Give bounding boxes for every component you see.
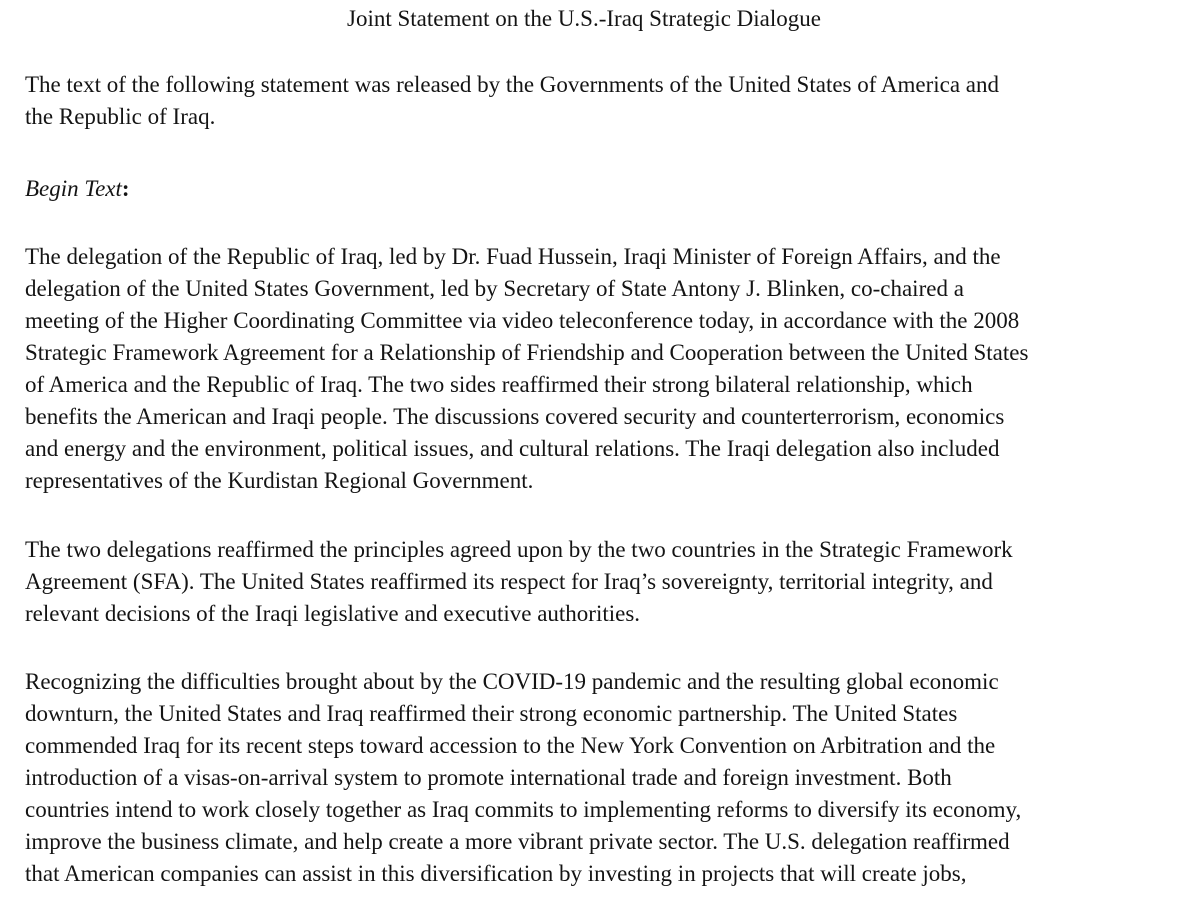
- paragraph-line: The delegation of the Republic of Iraq, led by Dr. Fuad Hussein, Iraqi Minister of Foreign Affairs, and the: [25, 244, 1001, 269]
- paragraph-line: benefits the American and Iraqi people. The discussions covered security and counterterrorism, economics: [25, 404, 1005, 429]
- intro-line: the Republic of Iraq.: [25, 104, 216, 129]
- paragraph-line: The two delegations reaffirmed the principles agreed upon by the two countries in the Strategic Framework: [25, 537, 1013, 562]
- begin-text-colon: :: [121, 176, 130, 201]
- paragraph-line: Strategic Framework Agreement for a Relationship of Friendship and Cooperation between the United States: [25, 340, 1029, 365]
- paragraph-line: representatives of the Kurdistan Regional Government.: [25, 468, 534, 493]
- begin-text-line: [25, 173, 1175, 205]
- document-title: Joint Statement on the U.S.-Iraq Strategic Dialogue: [347, 6, 821, 31]
- begin-text-label: [25, 173, 1175, 205]
- paragraph-principles: [25, 534, 1175, 630]
- paragraph-delegations: [25, 241, 1175, 497]
- paragraph-line: introduction of a visas-on-arrival system to promote international trade and foreign investment. Both: [25, 765, 952, 790]
- paragraph-line: downturn, the United States and Iraq reaffirmed their strong economic partnership. The United States: [25, 701, 958, 726]
- paragraph-line: commended Iraq for its recent steps toward accession to the New York Convention on Arbitration and the: [25, 733, 996, 758]
- paragraph-line: Agreement (SFA). The United States reaffirmed its respect for Iraq’s sovereignty, territorial integrity, and: [25, 569, 993, 594]
- paragraph-line: that American companies can assist in this diversification by investing in projects that will create jobs,: [25, 861, 967, 886]
- paragraph-line: of America and the Republic of Iraq. The two sides reaffirmed their strong bilateral relationship, which: [25, 372, 973, 397]
- paragraph-line: Recognizing the difficulties brought about by the COVID-19 pandemic and the resulting global economic: [25, 669, 999, 694]
- paragraph-line: and energy and the environment, political issues, and cultural relations. The Iraqi delegation also included: [25, 436, 1000, 461]
- paragraph-line: meeting of the Higher Coordinating Committee via video teleconference today, in accordance with the 2008: [25, 308, 1020, 333]
- paragraph-line: improve the business climate, and help create a more vibrant private sector. The U.S. delegation reaffirmed: [25, 829, 1010, 854]
- intro-paragraph: [25, 69, 1175, 133]
- paragraph-line: relevant decisions of the Iraqi legislative and executive authorities.: [25, 601, 641, 626]
- paragraph-economics: [25, 666, 1175, 890]
- paragraph-line: countries intend to work closely together as Iraq commits to implementing reforms to diversify its economy,: [25, 797, 1022, 822]
- begin-text-italic: Begin Text: [25, 176, 122, 201]
- intro-line: The text of the following statement was released by the Governments of the United States of America and: [25, 72, 1000, 97]
- paragraph-line: delegation of the United States Government, led by Secretary of State Antony J. Blinken, co-chaired a: [25, 276, 964, 301]
